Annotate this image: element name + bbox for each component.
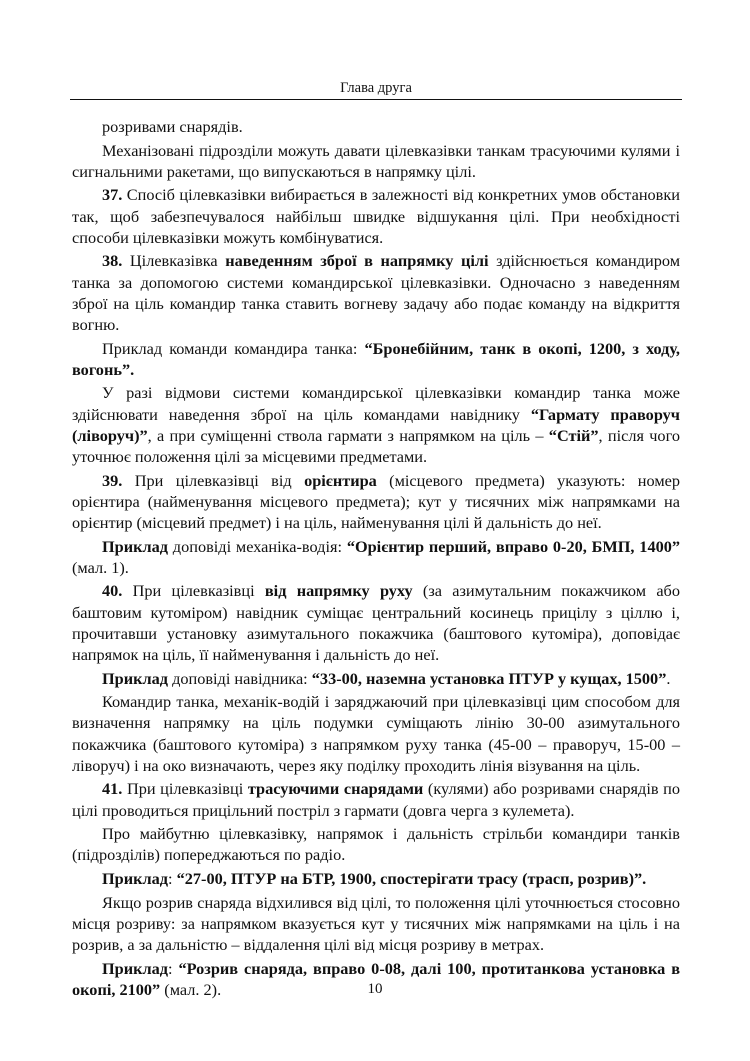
header-rule [70, 99, 682, 100]
paragraph-p6 [72, 382, 680, 467]
bold-text: наведенням зброї в напрямку цілі [225, 251, 489, 271]
text-run: Спосіб цілевказівки вибирається в залежності від конкретних умов обстановки так, щоб забезпечувалося найбільш швидке відшукання цілі. При необхідності способи цілевказівки можуть комбінуватися. [72, 185, 680, 247]
paragraph-p12 [72, 778, 680, 820]
paragraph-p4 [72, 250, 680, 335]
bold-text: Приклад [102, 868, 168, 888]
paragraph-p3 [72, 184, 680, 248]
bold-text: 39. [102, 470, 123, 490]
bold-text: Приклад [102, 668, 168, 688]
bold-text: “Розрив снаряда, вправо 0-08, далі 100, протитанкова установка в окопі, 2100” [72, 958, 680, 999]
text-run: При цілевказівці [122, 779, 248, 799]
bold-text: “Бронебійним, танк в окопі, 1200, з ходу, вогонь”. [72, 338, 680, 379]
paragraph-p8 [72, 536, 680, 578]
paragraph-p7 [72, 470, 680, 534]
running-header: Глава друга [340, 80, 412, 96]
bold-text: “Стій” [548, 425, 599, 445]
body-text [72, 116, 680, 1002]
bold-text: “Орієнтир перший, вправо 0-20, БМП, 1400” [346, 536, 681, 556]
text-run: (за азимутальним покажчиком або баштовим кутоміром) навідник суміщає центральний косинець прицілу з ціллю і, прочитавши установку азимутального покажчика (баштового кутоміра), доповідає напрямок на ціль, її найменування і дальність до неї. [72, 581, 680, 664]
text-run: Механізовані підрозділи можуть давати цілевказівки танкам трасуючими кулями і сигнальними ракетами, що випускаються в напрямку цілі. [72, 140, 680, 181]
bold-text: “27-00, ПТУР на БТР, 1900, спостерігати трасу (трасп, розрив)”. [176, 868, 647, 888]
text-run: При цілевказівці від [122, 470, 305, 490]
text-run: При цілевказівці [122, 581, 265, 601]
paragraph-p2 [72, 140, 680, 182]
paragraph-p5 [72, 338, 680, 380]
text-run: доповіді навідника: [168, 668, 312, 688]
paragraph-p15 [72, 892, 680, 956]
bold-text: Приклад [102, 536, 168, 556]
paragraph-p10 [72, 668, 680, 689]
text-run: Цілевказівка [122, 251, 226, 271]
text-run: У разі відмови системи командирської цілевказівки командир танка може здійснювати наведення зброї на ціль командами навіднику [72, 383, 680, 424]
text-run: (мал. 2). [160, 979, 222, 999]
text-run: , а при суміщенні ствола гармати з напрямком на ціль – [147, 425, 549, 445]
page-number: 10 [367, 981, 383, 997]
text-run: . [666, 668, 671, 688]
paragraph-p1 [72, 116, 680, 137]
paragraph-p14 [72, 868, 680, 889]
paragraph-p11 [72, 691, 680, 776]
text-run: (кулями) або розривами снарядів по цілі проводиться прицільний постріл з гармати (довга черга з кулемета). [72, 779, 680, 820]
text-run: здійснюється командиром танка за допомогою системи командирської цілевказівки. Одночасно з наведенням зброї на ціль командир танка ставить вогневу задачу або подає команду на відкриття вогню. [72, 251, 681, 334]
paragraph-p13 [72, 823, 680, 865]
bold-text: 41. [102, 779, 123, 799]
paragraph-p9 [72, 580, 680, 665]
text-run: Командир танка, механік-водій і заряджаючий при цілевказівці цим способом для визначення напрямку на ціль подумки суміщають лінію 30-00 азимутального покажчика (баштового кутоміра) з напрямком руху танка (45-00 – праворуч, 15-00 – ліворуч) і на око визначають, через яку поділку проходить лінія візування на ціль. [72, 692, 680, 775]
text-run: : [168, 958, 179, 978]
text-run: : [168, 868, 177, 888]
bold-text: від напрямку руху [264, 581, 413, 601]
bold-text: 37. [102, 185, 123, 205]
bold-text: трасуючими снарядами [247, 779, 424, 799]
text-run: Про майбутню цілевказівку, напрямок і дальність стрільби командири танків (підрозділів) попереджаються по радіо. [72, 824, 680, 865]
bold-text: “33-00, наземна установка ПТУР у кущах, 1500” [311, 668, 667, 688]
bold-text: 38. [102, 251, 123, 271]
text-run: Якщо розрив снаряда відхилився від цілі, то положення цілі уточнюється стосовно місця розриву: за напрямком вказується кут у тисячних між напрямками на ціль і на розрив, а за дальністю – віддалення цілі від місця розриву в метрах. [72, 892, 680, 954]
bold-text: Приклад [102, 958, 168, 978]
text-run: (місцевого предмета) указують: номер орієнтира (найменування місцевого предмета); кут у тисячних між напрямками на орієнтир (місцевий предмет) і на ціль, найменування цілі й дальність до неї. [72, 470, 680, 532]
text-run: розривами снарядів. [102, 117, 243, 136]
bold-text: “Гармату праворуч (ліворуч)” [72, 404, 680, 445]
text-run: , після чого уточнює положення цілі за місцевими предметами. [72, 425, 680, 466]
text-run: доповіді механіка-водія: [168, 536, 347, 556]
text-run: Приклад команди командира танка: [102, 338, 365, 358]
text-run: (мал. 1). [72, 557, 129, 577]
bold-text: 40. [102, 581, 123, 601]
bold-text: орієнтира [304, 470, 377, 490]
